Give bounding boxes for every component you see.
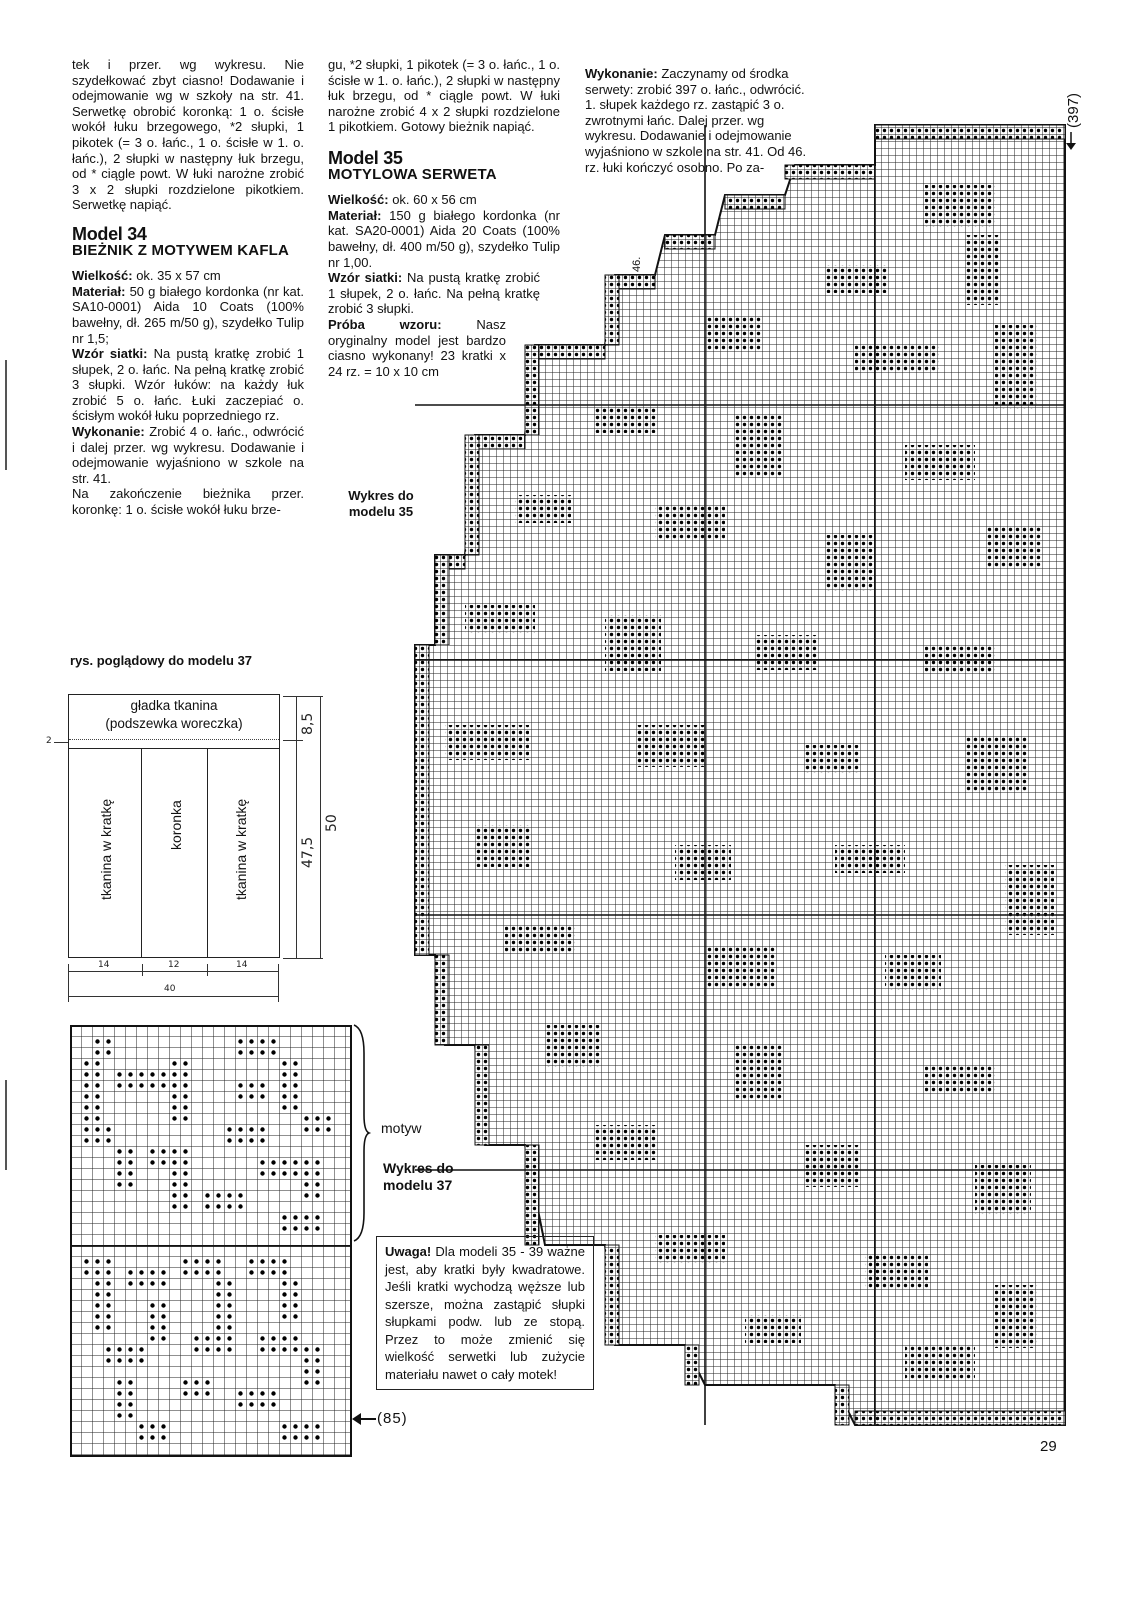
dim-12: 12 xyxy=(168,960,180,970)
model-34-size: Wielkość: ok. 35 x 57 cm xyxy=(72,268,221,284)
dim-line-bottom xyxy=(283,958,323,959)
marker-397: (397) xyxy=(1065,92,1082,128)
dim-tick-d xyxy=(278,964,279,1002)
chart-35-label: Wykres do modelu 35 xyxy=(348,488,414,519)
dim-2-line xyxy=(54,742,68,743)
model-35-title: MOTYLOWA SERWETA xyxy=(328,165,497,183)
model-35-number: Model 35 xyxy=(328,147,403,168)
model-35-size: Wielkość: ok. 60 x 56 cm xyxy=(328,192,477,208)
chart-37-label: Wykres do modelu 37 xyxy=(383,1160,454,1193)
sketch-37-fold-line xyxy=(69,739,279,740)
arrow-down-icon xyxy=(1064,132,1078,152)
dim-tick-c xyxy=(207,964,208,976)
note-box xyxy=(376,1236,594,1390)
sketch-37-divider-1 xyxy=(141,748,142,957)
model-34-execution: Wykonanie: Zrobić 4 o. łańc., odwrócić i dalej przer. wg wykresu. Dodawanie i odejmowanie wyjaśniono w szkole na str. 41. xyxy=(72,424,304,486)
model-34-pattern: Wzór siatki: Na pustą kratkę zrobić 1 słupek, 2 o. łańc. Na pełną kratkę zrobić 3 słupki. Wzór łuków: na każdy łuk zrobić 5 o. łańc. Łuki zaczepiać o. ścisłym wokół łuku poprzedniego rz. xyxy=(72,346,304,424)
dim-horiz-1 xyxy=(68,971,278,972)
model-34-number: Model 34 xyxy=(72,223,147,244)
dim-14a: 14 xyxy=(98,960,110,970)
sketch-37-strip-center: koronka xyxy=(168,800,184,850)
model-34-ending: gu, *2 słupki, 1 pikotek (= 3 o. łańc., 1 o. ścisłe w 1. o. łańc.), 2 słupki w następny łuk brzegu, od * ciągle powt. W łuki narożne zrobić 4 x 2 słupki rozdzielone 1 pikotkiem. Gotowy bieżnik napiąć. xyxy=(328,57,560,135)
model-35-execution: Wykonanie: Zaczynamy od środka serwety: zrobić 397 o. łańc., odwrócić. 1. słupek każdego rz. zastąpić 3 o. zwrotnymi łańc. Dalej przer. wg wykresu. Dodawanie i odejmowanie wyjaśniono w szkole na str. 41. Od 46. rz. łuki kończyć osobno. Po za- xyxy=(585,66,807,175)
note-text: Dla modeli 35 - 39 ważne jest, aby kratki były kwadratowe. Jeśli kratki wychodzą węższe lub szersze, można zastąpić słupki słupkami podw. lub ze stopą. Przez to może zmienić się wielkość serwetki lub zużycie materiału nawet o cały motek! xyxy=(385,1244,585,1382)
sketch-37-strip-left: tkanina w kratkę xyxy=(98,798,114,900)
sketch-37-strip-right: tkanina w kratkę xyxy=(233,798,249,900)
marker-46: 46. xyxy=(631,256,643,272)
model-34-title: BIEŻNIK Z MOTYWEM KAFLA xyxy=(72,241,290,259)
dim-tick-a xyxy=(68,964,69,1002)
marker-85: (85) xyxy=(377,1410,408,1427)
dim-vert-1 xyxy=(296,696,297,958)
dim-14b: 14 xyxy=(236,960,248,970)
model-35-trial: Próba wzoru: Nasz oryginalny model jest bardzo ciasno wykonany! 23 kratki x 24 rz. = 10 x 10 cm xyxy=(328,316,506,379)
model-35-pattern: Wzór siatki: Na pustą kratkę zrobić 1 słupek, 2 o. łańc. Na pełną kratkę zrobić 3 słupki. xyxy=(328,270,540,317)
model-34-finish: Na zakończenie bieżnika przer. koronkę: 1 o. ścisłe wokół łuku brze- xyxy=(72,486,304,518)
binding-mark-2 xyxy=(5,1080,7,1170)
sketch-37-title: rys. poglądowy do modelu 37 xyxy=(70,653,253,668)
dim-line-mid xyxy=(283,740,303,741)
page-number: 29 xyxy=(1040,1438,1057,1455)
dim-40: 40 xyxy=(164,984,176,994)
dim-8-5: 8,5 xyxy=(300,712,316,735)
sketch-37-divider-2 xyxy=(207,748,208,957)
sketch-37-seam xyxy=(69,748,279,749)
dim-horiz-2 xyxy=(68,996,278,997)
dim-line-top xyxy=(283,696,323,697)
arrow-left-icon xyxy=(352,1412,376,1426)
column-1 xyxy=(72,57,304,518)
dim-50: 50 xyxy=(324,814,340,832)
model-35-material: Materiał: 150 g białego kordonka (nr kat. SA20-0001) Aida 20 Coats (100% bawełny, dł. 400 m/50 g), szydełko Tulip nr 1,00. xyxy=(328,207,560,270)
dim-tick-b xyxy=(142,964,143,976)
sketch-37-lining: gładka tkanina (podszewka woreczka) xyxy=(105,698,243,731)
dim-47-5: 47,5 xyxy=(300,836,316,868)
motif-label: motyw xyxy=(381,1120,422,1136)
binding-mark xyxy=(5,360,7,470)
note-label: Uwaga! xyxy=(385,1244,432,1259)
dim-2: 2 xyxy=(46,736,52,746)
model-33-ending: tek i przer. wg wykresu. Nie szydełkować zbyt ciasno! Dodawanie i odejmowanie wg w szkoły na str. 41. Serwetkę obrobić koronką: 1 o. ścisłe wokół łuku brzegowego, *2 słupki, 1 pikotek (= 3 o. łańc., 1 o. ścisłe w 1. o. łańc.), 2 słupki w następny łuk brzegu, od * ciągle powt. W łuki narożne zrobić 3 x 2 słupki rozdzielone pikotkiem. Serwetkę napiąć. xyxy=(72,57,304,213)
model-34-material: Materiał: 50 g białego kordonka (nr kat. SA10-0001) Aida 10 Coats (100% bawełny, dł. 265 m/50 g), szydełko Tulip nr 1,5; xyxy=(72,283,304,346)
dim-vert-2 xyxy=(320,696,321,958)
brace-icon xyxy=(352,1023,372,1243)
chart-37 xyxy=(70,1025,352,1457)
